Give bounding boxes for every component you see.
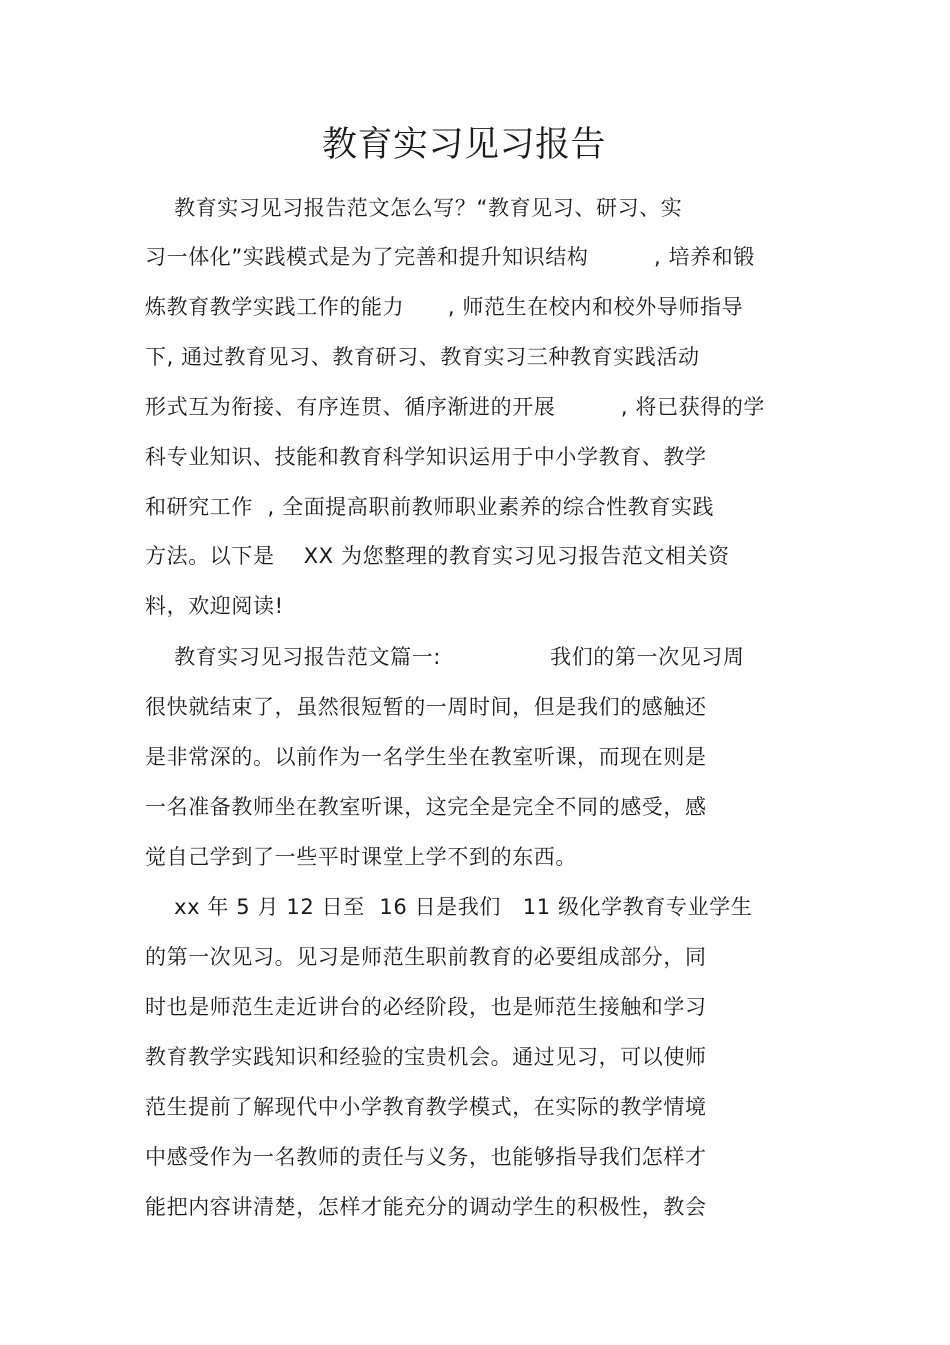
body-line: 一名准备教师坐在教室听课，这完全是完全不同的感受，感 (145, 795, 707, 819)
body-line: 习一体化”实践模式是为了完善和提升知识结构 , 培养和锻 (145, 245, 755, 269)
body-line: 和研究工作 , 全面提高职前教师职业素养的综合性教育实践 (145, 495, 715, 519)
body-line: 下, 通过教育见习、教育研习、教育实习三种教育实践活动 (145, 345, 700, 369)
body-line: 形式互为衔接、有序连贯、循序渐进的开展 , 将已获得的学 (145, 395, 766, 419)
body-line: 范生提前了解现代中小学教育教学模式，在实际的教学情境 (145, 1095, 707, 1119)
body-line: 觉自己学到了一些平时课堂上学不到的东西。 (145, 845, 577, 869)
body-line: 炼教育教学实践工作的能力 , 师范生在校内和校外导师指导 (145, 295, 744, 319)
body-line: 教育教学实践知识和经验的宝贵机会。通过见习，可以使师 (145, 1045, 707, 1069)
body-line: 料，欢迎阅读! (145, 594, 284, 618)
body-line: 教育实习见习报告范文篇一: 我们的第一次见习周 (145, 645, 745, 669)
document-title: 教育实习见习报告 (321, 125, 606, 165)
body-line: 能把内容讲清楚，怎样才能充分的调动学生的积极性，教会 (145, 1195, 707, 1219)
body-line: 很快就结束了，虽然很短暂的一周时间，但是我们的感触还 (145, 695, 707, 719)
body-line: 方法。以下是 XX 为您整理的教育实习见习报告范文相关资 (145, 544, 730, 568)
body-line: 时也是师范生走近讲台的必经阶段，也是师范生接触和学习 (145, 995, 707, 1019)
body-line: 是非常深的。以前作为一名学生坐在教室听课，而现在则是 (145, 745, 707, 769)
body-line: 中感受作为一名教师的责任与义务，也能够指导我们怎样才 (145, 1145, 707, 1169)
body-line: 教育实习见习报告范文怎么写？“教育见习、研习、实 (145, 196, 683, 220)
body-line: xx 年 5 月 12 日至 16 日是我们 11 级化学教育专业学生 (145, 895, 753, 919)
body-line: 科专业知识、技能和教育科学知识运用于中小学教育、教学 (145, 445, 707, 469)
body-line: 的第一次见习。见习是师范生职前教育的必要组成部分，同 (145, 945, 707, 969)
